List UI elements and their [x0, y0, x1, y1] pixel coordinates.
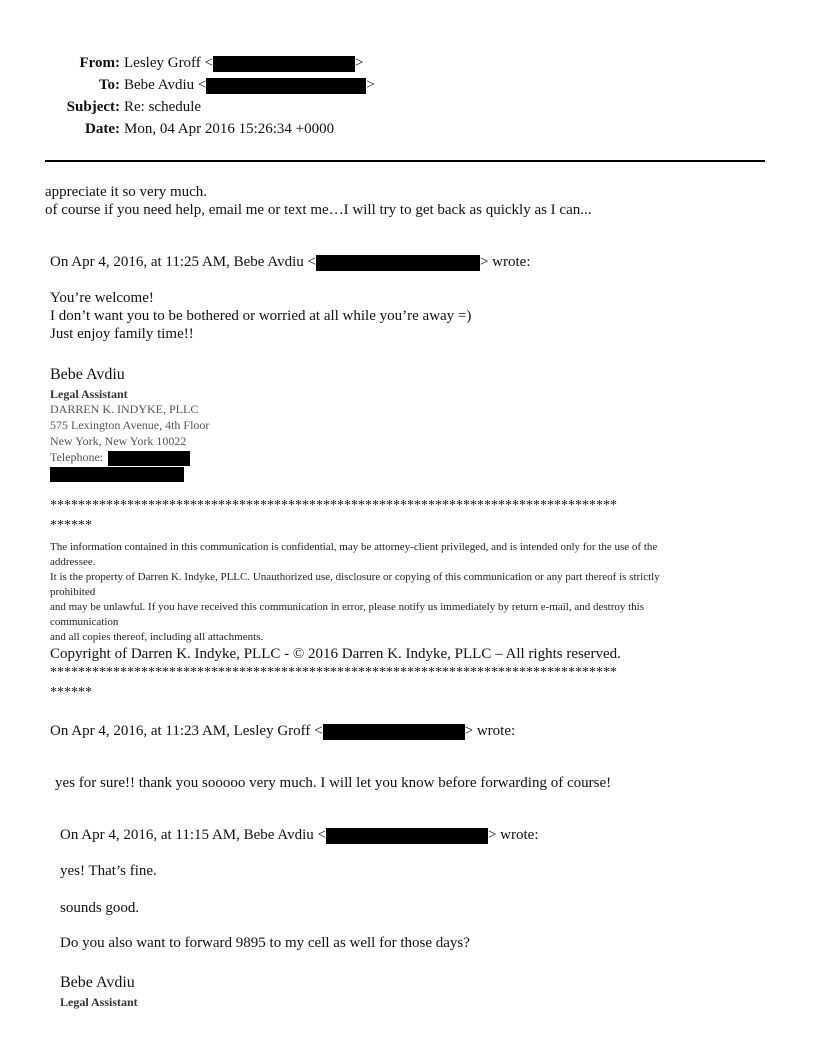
- quote3-attribution: [60, 826, 538, 844]
- signature-address-2: New York, New York 10022: [50, 434, 187, 448]
- redacted-from-email: [213, 56, 355, 72]
- redacted-to-email: [206, 78, 366, 94]
- signature-firm: DARREN K. INDYKE, PLLC: [50, 402, 199, 416]
- quote2-attribution-prefix: On Apr 4, 2016, at 11:23 AM, Lesley Groff <: [50, 723, 323, 739]
- quote2-line-1: yes for sure!! thank you sooooo very much. I will let you know before forwarding of course!: [55, 775, 612, 791]
- redacted-signature-line: [50, 465, 184, 483]
- from-name: Lesley Groff <: [124, 55, 213, 71]
- signature-address-1: 575 Lexington Avenue, 4th Floor: [50, 418, 210, 432]
- from-close: >: [355, 55, 364, 71]
- from-row: [40, 52, 375, 74]
- disclaimer-text-4: prohibited: [50, 586, 96, 598]
- subject-label: Subject:: [66, 99, 120, 115]
- redacted-quote3-email: [326, 828, 488, 844]
- date-row: [40, 118, 375, 140]
- disclaimer-stars-top: *********************************************************************************: [50, 498, 617, 513]
- quote3-line-1: yes! That’s fine.: [60, 863, 157, 879]
- quote1-line-1: You’re welcome!: [50, 290, 154, 306]
- telephone-label: Telephone:: [50, 450, 104, 464]
- quote2-attribution: [50, 722, 515, 740]
- date-label: Date:: [85, 121, 120, 137]
- quote1-attribution: [50, 253, 530, 271]
- quote1-line-2: I don’t want you to be bothered or worried at all while you’re away =): [50, 308, 472, 324]
- disclaimer-text-7: and all copies thereof, including all attachments.: [50, 631, 264, 643]
- signature-telephone: [50, 449, 190, 466]
- signature-title: Legal Assistant: [50, 387, 128, 401]
- quote3-signature-title: Legal Assistant: [60, 995, 138, 1009]
- from-label: From:: [79, 55, 120, 71]
- quote3-signature-name: Bebe Avdiu: [60, 974, 135, 991]
- to-name: Bebe Avdiu <: [124, 77, 207, 93]
- disclaimer-text-5: and may be unlawful. If you have received this communication in error, please notify us immediately by return e-mail, and destroy this: [50, 601, 644, 613]
- disclaimer-stars-top-tail: ******: [50, 518, 92, 533]
- quote1-attribution-prefix: On Apr 4, 2016, at 11:25 AM, Bebe Avdiu <: [50, 254, 316, 270]
- signature-name: Bebe Avdiu: [50, 366, 125, 383]
- disclaimer-text-1: The information contained in this communication is confidential, may be attorney-client privileged, and is intended only for the use of the: [50, 541, 658, 553]
- to-row: [40, 74, 375, 96]
- disclaimer-stars-bottom-tail: ******: [50, 685, 92, 700]
- quote2-attribution-suffix: > wrote:: [464, 723, 516, 739]
- disclaimer-stars-bottom: *********************************************************************************: [50, 665, 617, 680]
- to-close: >: [366, 77, 375, 93]
- disclaimer-text-2: addressee.: [50, 556, 96, 568]
- subject-value: Re: schedule: [124, 99, 202, 115]
- quote3-attribution-prefix: On Apr 4, 2016, at 11:15 AM, Bebe Avdiu <: [60, 827, 326, 843]
- redacted-quote1-email: [316, 255, 480, 271]
- disclaimer-text-3: It is the property of Darren K. Indyke, PLLC. Unauthorized use, disclosure or copying of this communication or any part thereof is strictly: [50, 571, 660, 583]
- quote1-line-3: Just enjoy family time!!: [50, 326, 194, 342]
- date-value: Mon, 04 Apr 2016 15:26:34 +0000: [124, 121, 335, 137]
- redacted-telephone: [108, 451, 190, 466]
- disclaimer-copyright: Copyright of Darren K. Indyke, PLLC - © 2016 Darren K. Indyke, PLLC – All rights reserved.: [50, 646, 621, 662]
- email-header: [40, 52, 375, 140]
- quote3-attribution-suffix: > wrote:: [487, 827, 539, 843]
- subject-row: [40, 96, 375, 118]
- quote1-attribution-suffix: > wrote:: [479, 254, 531, 270]
- body-line-1: appreciate it so very much.: [45, 184, 208, 200]
- to-label: To:: [98, 77, 120, 93]
- quote3-line-2: sounds good.: [60, 900, 140, 916]
- quote3-line-3: Do you also want to forward 9895 to my cell as well for those days?: [60, 935, 470, 951]
- redacted-quote2-email: [323, 724, 465, 740]
- header-divider: [45, 160, 765, 162]
- body-line-2: of course if you need help, email me or text me…I will try to get back as quickly as I can...: [45, 202, 592, 218]
- redacted-signature-extra: [50, 467, 184, 482]
- disclaimer-text-6: communication: [50, 616, 119, 628]
